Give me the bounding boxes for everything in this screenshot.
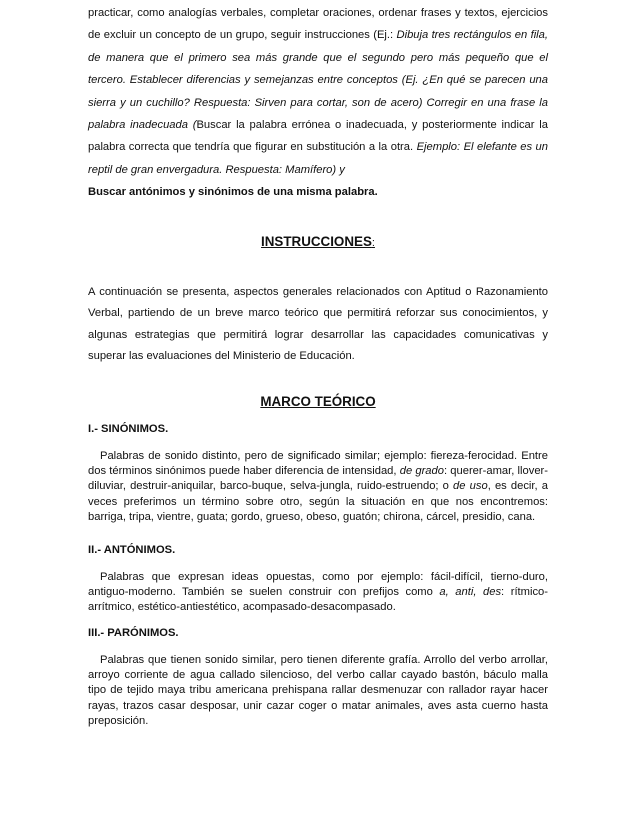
- antonimos-section: [88, 544, 548, 616]
- sinonimos-text-b: : querer-amar, llover-diluviar, destruir-aniquilar, barco-buque, selva-jungla, ruido-estruendo; o: [88, 465, 548, 493]
- marco-heading-wrap: [88, 394, 548, 409]
- antonimos-text-a: Palabras que expresan ideas opuestas, como por ejemplo: fácil-difícil, tierno-duro, antiguo-moderno. También se suelen construir con prefijos como: [88, 571, 548, 599]
- antonimos-text-b: : rítmico-arrítmico, estético-antiestético, acompasado-desacompasado.: [88, 586, 549, 614]
- instructions-heading-text: INSTRUCCIONES: [261, 234, 372, 249]
- intro-text-italic-1: Dibuja tres rectángulos en fila, de manera que el primero sea más grande que el segundo pero más pequeño que el tercero. Establecer diferencias y semejanzas entre conceptos (Ej. ¿En qué se parecen una sierra y un cuchillo? Respuesta: Sirven para cortar, son de acero) Corregir en una frase la palabra inadecuada (: [88, 29, 548, 132]
- instructions-heading: [88, 234, 548, 249]
- paronimos-body: Palabras que tienen sonido similar, pero tienen diferente grafía. Arrollo del verbo arrollar, arroyo corriente de agua callado silencioso, del verbo callar cayado bastón, báculo malla tipo de tejido maya tribu americana prehispana rallar desmenuzar con rallador rayar hacer rayas, trazos casar desposar, unir cazar coger o matar animales, aves asta cuerno hasta preposición.: [88, 654, 548, 727]
- intro-text-b: Buscar la palabra errónea o inadecuada, y posteriormente indicar la palabra correcta que tendría que figurar en substitución a la otra.: [88, 119, 548, 154]
- sinonimos-text-a: Palabras de sonido distinto, pero de significado similar; ejemplo: fiereza-ferocidad. Entre dos términos sinónimos puede haber diferencia de intensidad,: [88, 450, 548, 478]
- paronimos-title: III.- PARÓNIMOS.: [88, 627, 179, 639]
- antonimos-body: [88, 570, 548, 616]
- intro-text-a: practicar, como analogías verbales, completar oraciones, ordenar frases y textos, ejercicios de excluir un concepto de un grupo, seguir instrucciones (Ej.:: [88, 7, 548, 42]
- instructions-paragraph: A continuación se presenta, aspectos generales relacionados con Aptitud o Razonamiento Verbal, partiendo de un breve marco teórico que permitirá reforzar sus conocimientos, y algunas estrategias que permitirá lograr desarrollar las capacidades comunicativas y superar las evaluaciones del Ministerio de Educación.: [88, 286, 548, 363]
- antonimos-title: II.- ANTÓNIMOS.: [88, 544, 176, 556]
- antonimos-text-italic: a, anti, des: [439, 586, 502, 599]
- instructions-body-wrap: [88, 282, 548, 368]
- sinonimos-section: [88, 423, 548, 525]
- sinonimos-text-c: , es decir, a veces preferimos un término sobre otro, según la situación en que nos encontremos: barriga, tripa, vientre, guata; gordo, grueso, obeso, guatón; chirona, cárcel, presidio, cana.: [88, 480, 549, 523]
- sinonimos-text-italic-2: de uso: [453, 480, 488, 493]
- sinonimos-text-italic-1: de grado: [399, 465, 444, 478]
- instructions-heading-wrap: [88, 234, 548, 249]
- instructions-heading-colon: :: [371, 237, 375, 249]
- paronimos-section: [88, 627, 548, 729]
- marco-teorico-heading: MARCO TEÓRICO: [260, 394, 376, 409]
- sinonimos-title: I.- SINÓNIMOS.: [88, 423, 169, 435]
- intro-text-italic-2: Ejemplo: El elefante es un reptil de gran envergadura. Respuesta: Mamífero) y: [88, 141, 548, 176]
- intro-paragraph: [88, 2, 548, 181]
- sinonimos-body: [88, 449, 548, 525]
- intro-section: [88, 2, 548, 203]
- intro-bold-line: Buscar antónimos y sinónimos de una misma palabra.: [88, 186, 378, 199]
